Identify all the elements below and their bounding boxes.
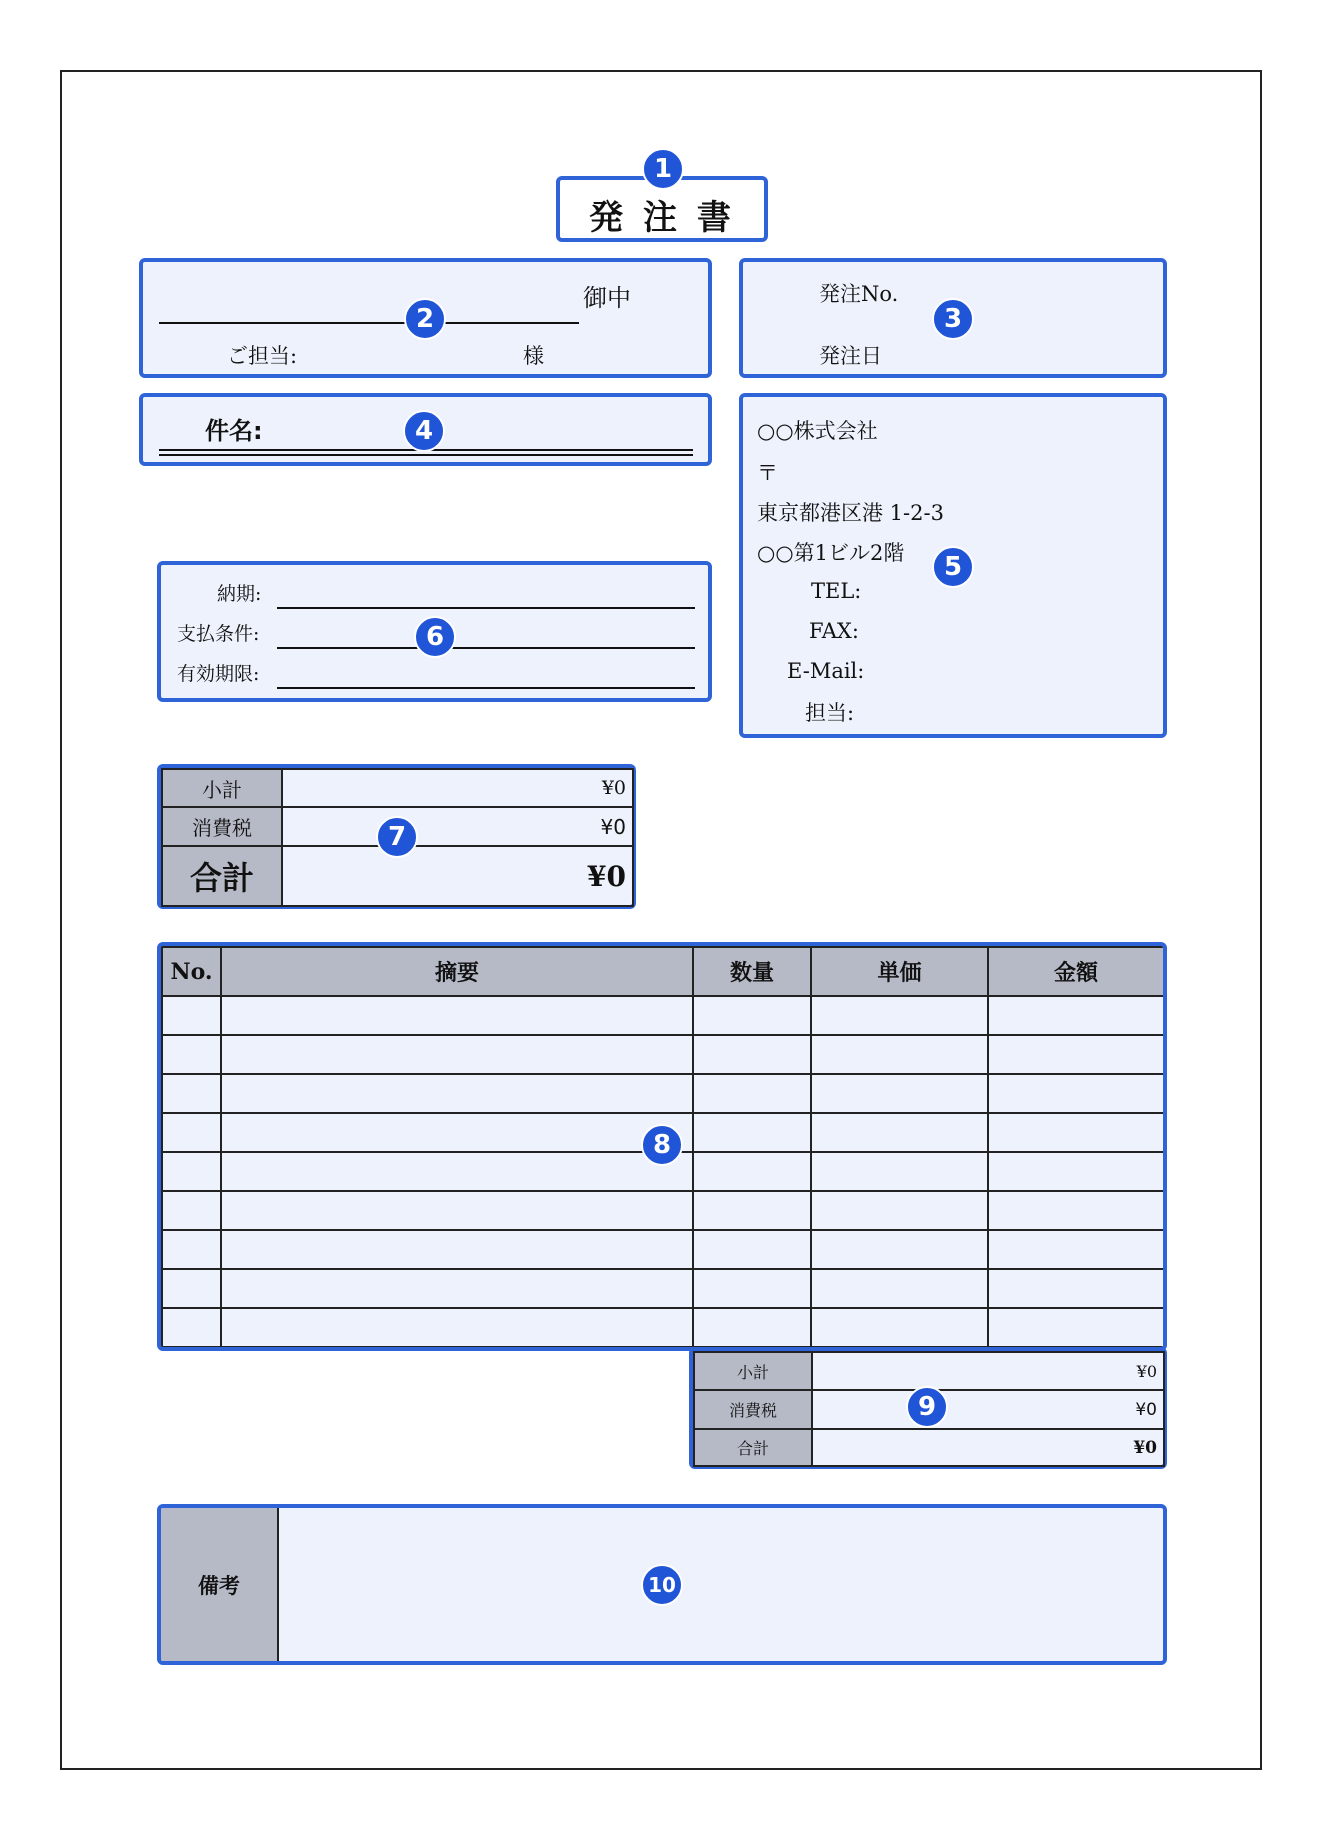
- cell-no[interactable]: [162, 1191, 221, 1230]
- company-fax-label: FAX:: [809, 619, 859, 643]
- remarks-label: 備考: [198, 1574, 240, 1598]
- company-name: ○○株式会社: [757, 419, 878, 443]
- payment-line: [277, 647, 695, 649]
- cell-unit-price[interactable]: [811, 1035, 988, 1074]
- document-title: 発 注 書: [589, 198, 735, 238]
- company-address: 東京都港区港 1-2-3: [757, 501, 944, 525]
- cell-amount[interactable]: [988, 1230, 1164, 1269]
- cell-unit-price[interactable]: [811, 1113, 988, 1152]
- cell-description[interactable]: [221, 1113, 693, 1152]
- table-row: [162, 1230, 1164, 1269]
- cell-amount[interactable]: [988, 1035, 1164, 1074]
- cell-unit-price[interactable]: [811, 1269, 988, 1308]
- recipient-tanto-label: ご担当:: [227, 344, 298, 368]
- cell-amount[interactable]: [988, 1269, 1164, 1308]
- subject-line-2: [159, 454, 693, 456]
- recipient-line: [159, 322, 579, 324]
- cell-amount[interactable]: [988, 1191, 1164, 1230]
- cell-quantity[interactable]: [693, 1191, 811, 1230]
- cell-description[interactable]: [221, 996, 693, 1035]
- cell-unit-price[interactable]: [811, 1074, 988, 1113]
- cell-amount[interactable]: [988, 1113, 1164, 1152]
- remarks-label-cell: [161, 1508, 279, 1661]
- cell-quantity[interactable]: [693, 1308, 811, 1347]
- table-row: [162, 1035, 1164, 1074]
- company-tanto-label: 担当:: [805, 701, 855, 725]
- bottom-subtotal-value: ¥0: [812, 1352, 1164, 1390]
- cell-description[interactable]: [221, 1074, 693, 1113]
- company-postal: 〒: [757, 461, 778, 485]
- summary-tax-value: ¥0: [282, 807, 633, 846]
- bottom-total-value: ¥0: [812, 1429, 1164, 1466]
- cell-description[interactable]: [221, 1191, 693, 1230]
- header-description: 摘要: [221, 947, 693, 996]
- cell-amount[interactable]: [988, 1308, 1164, 1347]
- badge-8: 8: [641, 1124, 683, 1166]
- recipient-sama-label: 様: [523, 344, 544, 368]
- validity-line: [277, 687, 695, 689]
- badge-6: 6: [414, 616, 456, 658]
- summary-subtotal-label: 小計: [162, 769, 282, 807]
- cell-quantity[interactable]: [693, 1074, 811, 1113]
- cell-unit-price[interactable]: [811, 1308, 988, 1347]
- header-no: No.: [162, 947, 221, 996]
- subject-label: 件名:: [205, 417, 263, 445]
- cell-unit-price[interactable]: [811, 996, 988, 1035]
- table-row: [162, 1191, 1164, 1230]
- table-row: [162, 1074, 1164, 1113]
- badge-10: 10: [641, 1564, 683, 1606]
- badge-5: 5: [932, 546, 974, 588]
- order-no-label: 発注No.: [819, 282, 899, 306]
- delivery-label: 納期:: [217, 583, 262, 605]
- badge-7: 7: [376, 816, 418, 858]
- summary-total-label: 合計: [162, 846, 282, 906]
- badge-4: 4: [403, 410, 445, 452]
- company-email-label: E-Mail:: [787, 659, 865, 683]
- cell-unit-price[interactable]: [811, 1191, 988, 1230]
- cell-no[interactable]: [162, 1035, 221, 1074]
- cell-description[interactable]: [221, 1269, 693, 1308]
- bottom-tax-value: ¥0: [812, 1390, 1164, 1429]
- table-row: [162, 996, 1164, 1035]
- bottom-total-label: 合計: [694, 1429, 812, 1466]
- cell-unit-price[interactable]: [811, 1152, 988, 1191]
- cell-quantity[interactable]: [693, 1230, 811, 1269]
- validity-label: 有効期限:: [177, 663, 260, 685]
- badge-2: 2: [404, 298, 446, 340]
- cell-no[interactable]: [162, 1269, 221, 1308]
- cell-description[interactable]: [221, 1230, 693, 1269]
- cell-quantity[interactable]: [693, 1113, 811, 1152]
- delivery-line: [277, 607, 695, 609]
- cell-amount[interactable]: [988, 1074, 1164, 1113]
- summary-tax-label: 消費税: [162, 807, 282, 846]
- cell-description[interactable]: [221, 1308, 693, 1347]
- company-building: ○○第1ビル2階: [757, 541, 905, 565]
- summary-total-value: ¥0: [282, 846, 633, 906]
- cell-description[interactable]: [221, 1035, 693, 1074]
- summary-subtotal-value: ¥0: [282, 769, 633, 807]
- cell-unit-price[interactable]: [811, 1230, 988, 1269]
- onchu-label: 御中: [583, 284, 631, 312]
- cell-quantity[interactable]: [693, 1035, 811, 1074]
- order-date-label: 発注日: [819, 344, 882, 368]
- cell-quantity[interactable]: [693, 1152, 811, 1191]
- cell-quantity[interactable]: [693, 996, 811, 1035]
- payment-label: 支払条件:: [177, 623, 260, 645]
- cell-no[interactable]: [162, 1230, 221, 1269]
- bottom-subtotal-label: 小計: [694, 1352, 812, 1390]
- badge-9: 9: [906, 1386, 948, 1428]
- items-body: [162, 996, 1164, 1347]
- cell-no[interactable]: [162, 996, 221, 1035]
- cell-amount[interactable]: [988, 1152, 1164, 1191]
- header-quantity: 数量: [693, 947, 811, 996]
- company-tel-label: TEL:: [811, 579, 862, 603]
- cell-no[interactable]: [162, 1152, 221, 1191]
- cell-amount[interactable]: [988, 996, 1164, 1035]
- cell-no[interactable]: [162, 1308, 221, 1347]
- table-row: [162, 1269, 1164, 1308]
- bottom-tax-label: 消費税: [694, 1390, 812, 1429]
- cell-quantity[interactable]: [693, 1269, 811, 1308]
- badge-3: 3: [932, 298, 974, 340]
- cell-no[interactable]: [162, 1074, 221, 1113]
- header-unit-price: 単価: [811, 947, 988, 996]
- cell-no[interactable]: [162, 1113, 221, 1152]
- badge-1: 1: [642, 148, 684, 190]
- table-row: [162, 1308, 1164, 1347]
- cell-description[interactable]: [221, 1152, 693, 1191]
- header-amount: 金額: [988, 947, 1164, 996]
